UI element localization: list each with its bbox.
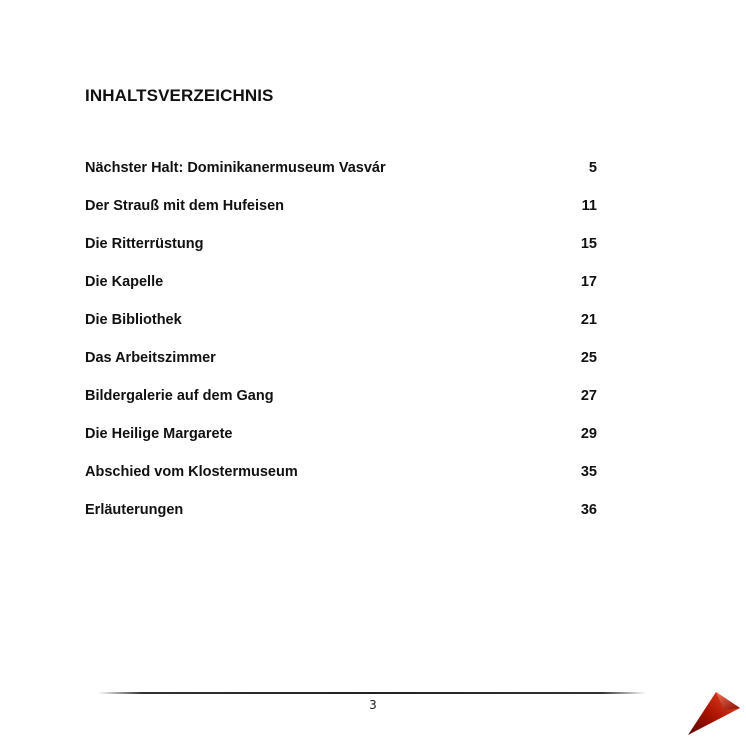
toc-entry-page: 29 [580, 426, 597, 442]
page-curl-icon[interactable] [686, 688, 742, 736]
toc-entry-page: 21 [580, 312, 597, 328]
toc-entry-title: Die Kapelle [85, 274, 164, 290]
toc-entry-page: 27 [580, 388, 597, 404]
toc-entry-title: Die Ritterrüstung [85, 236, 204, 252]
page-curl-shape [688, 692, 740, 735]
toc-entry-title: Der Strauß mit dem Hufeisen [85, 198, 285, 214]
toc-entry-page: 35 [580, 464, 597, 480]
toc-entry[interactable] [85, 388, 597, 426]
toc-entry-title: Abschied vom Klostermuseum [85, 464, 298, 480]
toc-entry-page: 15 [580, 236, 597, 252]
toc-entry[interactable] [85, 160, 597, 198]
toc-list [85, 160, 597, 540]
toc-entry-page: 5 [588, 160, 597, 176]
toc-entry-page: 36 [580, 502, 597, 518]
toc-entry-title: Die Heilige Margarete [85, 426, 233, 442]
toc-entry[interactable] [85, 426, 597, 464]
toc-entry[interactable] [85, 312, 597, 350]
toc-entry[interactable] [85, 350, 597, 388]
toc-entry[interactable] [85, 464, 597, 502]
toc-entry-title: Nächster Halt: Dominikanermuseum Vasvár [85, 160, 386, 176]
toc-entry-title: Erläuterungen [85, 502, 184, 518]
toc-entry-page: 11 [581, 198, 597, 214]
toc-entry-title: Die Bibliothek [85, 312, 182, 328]
footer-divider [98, 692, 646, 694]
toc-entry-page: 17 [580, 274, 597, 290]
toc-entry-title: Das Arbeitszimmer [85, 350, 216, 366]
toc-heading: INHALTSVERZEICHNIS [85, 86, 274, 105]
page-number: 3 [369, 698, 377, 712]
toc-entry[interactable] [85, 198, 597, 236]
toc-entry[interactable] [85, 236, 597, 274]
toc-entry[interactable] [85, 274, 597, 312]
toc-entry[interactable] [85, 502, 597, 540]
toc-entry-title: Bildergalerie auf dem Gang [85, 388, 274, 404]
toc-entry-page: 25 [580, 350, 597, 366]
